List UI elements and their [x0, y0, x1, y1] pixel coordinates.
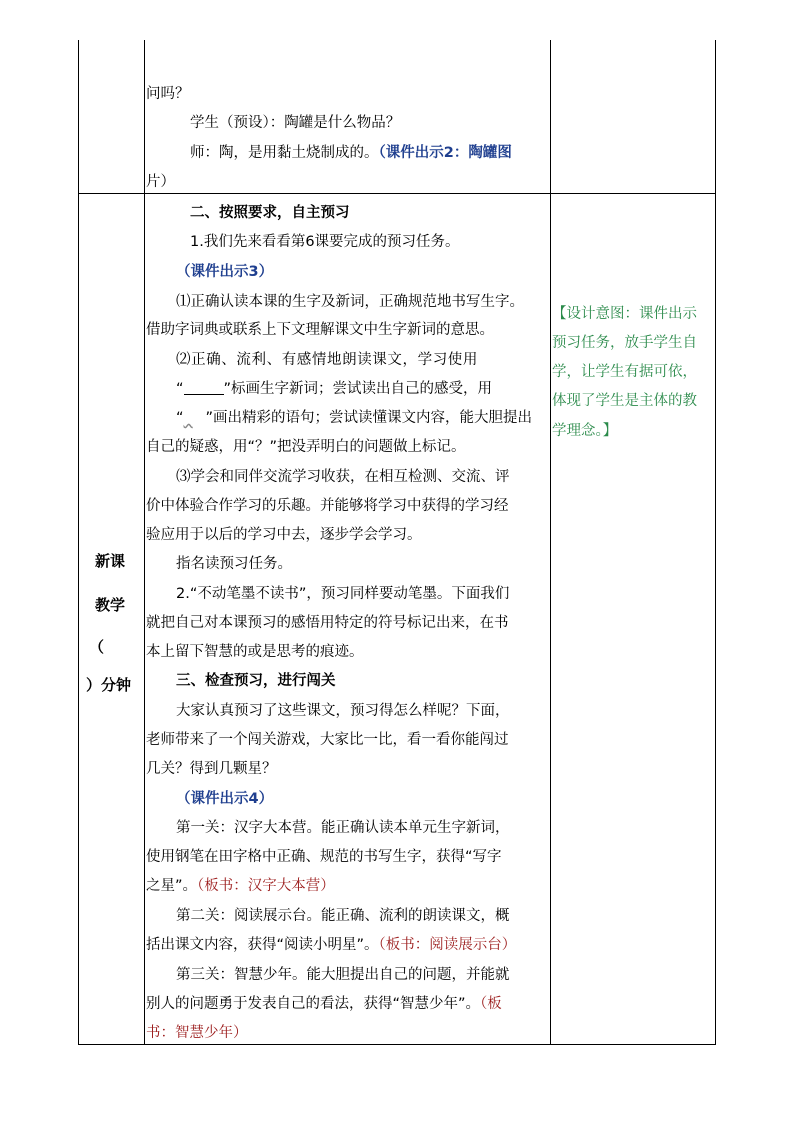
task-3-line-1: ⑶学会和同伴交流学习收获，在相互检测、交流、评	[176, 469, 510, 485]
top-line-3-text: 师：陶，是用黏土烧制成的。	[190, 145, 379, 161]
task-3-line-2: 价中体验合作学习的乐趣。并能够将学习中获得的学习经	[146, 498, 509, 514]
para-1: 1.我们先来看看第6课要完成的预习任务。	[190, 234, 460, 250]
courseware-3: （课件出示3）	[176, 264, 274, 280]
task-2-line-4: 自己的疑惑，用“？”把没弄明白的问题做上标记。	[146, 439, 466, 455]
table-border-right	[715, 40, 716, 1044]
task-2-line-2-text: ”标画生字新词；尝试读出自己的感受，用	[223, 381, 493, 397]
heading-2: 二、按照要求，自主预习	[190, 205, 350, 221]
table-border-left	[78, 40, 79, 1044]
wavy-mark	[184, 408, 206, 428]
level-1-line-2: 使用钢笔在田字格中正确、规范的书写生字，获得“写字	[146, 849, 502, 865]
table-divider-note	[550, 40, 551, 1044]
para-3-line-3: 本上留下智慧的或是思考的痕迹。	[146, 644, 364, 660]
task-2-line-3-text: ”画出精彩的语句；尝试读懂课文内容，能大胆提出	[205, 410, 533, 426]
level-2-line-2-text: 括出课文内容，获得“阅读小明星”。	[146, 937, 379, 953]
row-label-4: ）分钟	[86, 676, 132, 694]
underline-mark	[184, 380, 224, 395]
para-3-line-1: 2.“不动笔墨不读书”，预习同样要动笔墨。下面我们	[176, 586, 510, 602]
design-note-line-4: 体现了学生是主体的教	[552, 393, 697, 409]
top-line-1: 问吗？	[146, 86, 190, 102]
board-note-2: （板书：阅读展示台）	[378, 937, 517, 953]
board-note-3b: 书：智慧少年）	[146, 1025, 248, 1041]
level-1-line-1: 第一关：汉字大本营。能正确认读本单元生字新词，	[176, 820, 510, 836]
heading-3: 三、检查预习，进行闯关	[176, 673, 336, 689]
task-2-line-2	[176, 379, 492, 399]
top-line-4: 片）	[146, 174, 175, 190]
board-note-1: （板书：汉字大本营）	[197, 878, 335, 894]
task-2-line-3	[176, 408, 532, 428]
level-3-line-1: 第三关：智慧少年。能大胆提出自己的问题，并能就	[176, 967, 510, 983]
courseware-2: （课件出示2：陶罐图	[378, 145, 512, 161]
design-note-line-1: 【设计意图：课件出示	[552, 306, 697, 322]
row-label-1: 新课	[95, 552, 126, 570]
quote-open-2: “	[176, 410, 184, 426]
task-2-line-1: ⑵正确、流利、有感情地朗读课文，学习使用	[176, 352, 478, 368]
para-4-line-1: 大家认真预习了这些课文，预习得怎么样呢？下面，	[176, 703, 510, 719]
table-divider-label	[144, 40, 145, 1044]
design-note-line-3: 学，让学生有据可依，	[552, 364, 697, 380]
level-2-line-1: 第二关：阅读展示台。能正确、流利的朗读课文，概	[176, 908, 510, 924]
row-label-2: 教学	[95, 596, 126, 614]
para-4-line-3: 几关？得到几颗星？	[146, 761, 277, 777]
top-line-3	[190, 143, 512, 163]
level-1-line-3	[146, 876, 335, 896]
table-row-divider	[78, 193, 716, 194]
task-1-line-2: 借助字词典或联系上下文理解课文中生字新词的意思。	[146, 322, 494, 338]
level-3-line-2-text: 别人的问题勇于发表自己的看法，获得“智慧少年”。	[146, 996, 481, 1012]
task-3-line-3: 验应用于以后的学习中去，逐步学会学习。	[146, 527, 422, 543]
level-2-line-2	[146, 935, 516, 955]
task-1-line-1: ⑴正确认读本课的生字及新词，正确规范地书写生字。	[176, 294, 524, 310]
row-label-3: （	[89, 638, 105, 656]
courseware-4: （课件出示4）	[176, 791, 274, 807]
design-note-line-2: 预习任务，放手学生自	[552, 335, 697, 351]
design-note-line-5: 学理念。】	[552, 423, 618, 439]
top-line-2: 学生（预设）：陶罐是什么物品？	[190, 115, 401, 131]
level-1-line-3-text: 之星”。	[146, 878, 198, 894]
level-3-line-2	[146, 994, 502, 1014]
para-4-line-2: 老师带来了一个闯关游戏，大家比一比，看一看你能闯过	[146, 732, 509, 748]
para-3-line-2: 就把自己对本课预习的感悟用特定的符号标记出来，在书	[146, 615, 509, 631]
table-border-bottom	[78, 1044, 716, 1045]
para-2: 指名读预习任务。	[176, 556, 292, 572]
quote-open-1: “	[176, 381, 184, 397]
board-note-3a: （板	[480, 996, 502, 1012]
